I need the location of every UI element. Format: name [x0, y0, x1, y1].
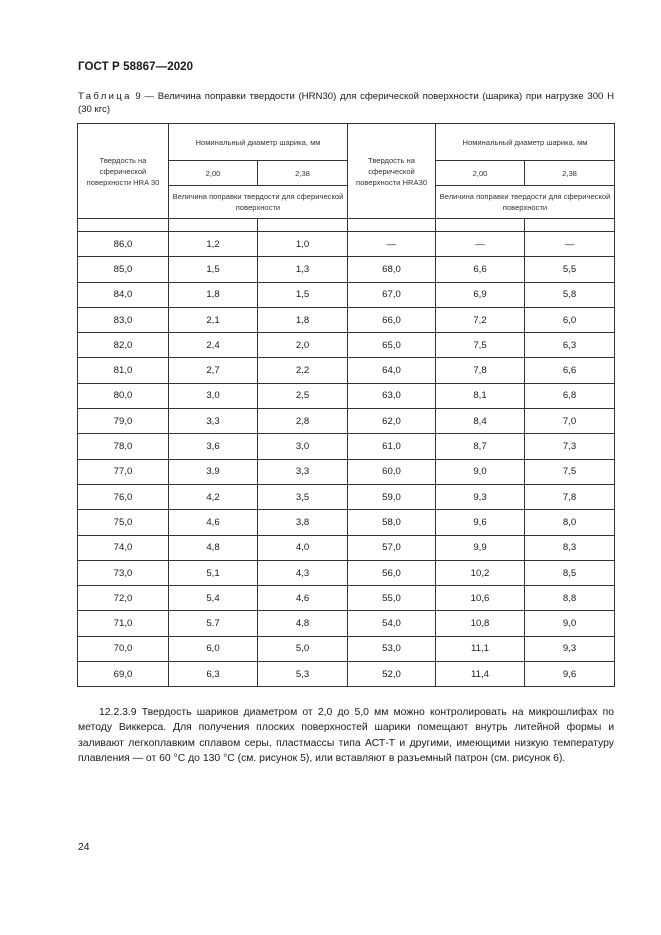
page-number: 24 [78, 842, 90, 853]
cell-correction-2-00-left: 3,0 [169, 383, 258, 408]
cell-correction-2-38-right: 8,3 [525, 535, 615, 560]
cell-correction-2-00-left: 3,6 [169, 434, 258, 459]
cell-correction-2-38-right: 5,8 [525, 282, 615, 307]
cell-correction-2-38-right: 9,3 [525, 636, 615, 661]
header-nominal-diameter-right: Номинальный диаметр шарика, мм [436, 124, 615, 161]
cell-hardness-left: 75,0 [78, 510, 169, 535]
cell-correction-2-38-left: 1,0 [258, 232, 348, 257]
cell-correction-2-38-left: 1,3 [258, 257, 348, 282]
hardness-correction-table [77, 123, 615, 687]
cell-correction-2-38-right: 8,0 [525, 510, 615, 535]
table-row [78, 560, 615, 585]
cell-correction-2-00-right: 10,6 [436, 586, 525, 611]
cell-correction-2-00-right: 8,4 [436, 409, 525, 434]
cell-correction-2-38-left: 4,0 [258, 535, 348, 560]
cell-correction-2-00-right: — [436, 232, 525, 257]
header-correction-left: Величина поправки твердости для сферической поверхности [169, 186, 348, 219]
cell-correction-2-38-left: 5,0 [258, 636, 348, 661]
cell-correction-2-38-left: 3,0 [258, 434, 348, 459]
table-row [78, 662, 615, 687]
gap-cell [78, 219, 169, 232]
table-row [78, 282, 615, 307]
table-row [78, 333, 615, 358]
cell-hardness-left: 83,0 [78, 307, 169, 332]
cell-correction-2-00-right: 6,9 [436, 282, 525, 307]
cell-correction-2-38-right: 7,5 [525, 459, 615, 484]
cell-correction-2-00-left: 3,3 [169, 409, 258, 434]
header-hardness-right: Твердость на сферической поверхности HRA30 [348, 124, 436, 219]
cell-correction-2-00-left: 3,9 [169, 459, 258, 484]
cell-hardness-left: 77,0 [78, 459, 169, 484]
header-diameter-right-1: 2,00 [436, 161, 525, 186]
cell-hardness-left: 71,0 [78, 611, 169, 636]
gap-cell [169, 219, 258, 232]
table-row [78, 586, 615, 611]
cell-correction-2-00-right: 7,2 [436, 307, 525, 332]
cell-correction-2-00-left: 5,4 [169, 586, 258, 611]
cell-hardness-right: 56,0 [348, 560, 436, 585]
cell-hardness-right: — [348, 232, 436, 257]
cell-hardness-left: 72,0 [78, 586, 169, 611]
cell-hardness-left: 82,0 [78, 333, 169, 358]
cell-hardness-left: 73,0 [78, 560, 169, 585]
cell-correction-2-38-left: 3,8 [258, 510, 348, 535]
cell-hardness-left: 78,0 [78, 434, 169, 459]
cell-correction-2-00-right: 7,5 [436, 333, 525, 358]
cell-hardness-left: 84,0 [78, 282, 169, 307]
table-gap-row [78, 219, 615, 232]
table-row [78, 358, 615, 383]
cell-hardness-right: 57,0 [348, 535, 436, 560]
table-caption-title: 9 — Величина поправки твердости (HRN30) для сферической поверхности (шарика) при нагрузке 300 Н (30 кгс) [78, 91, 614, 115]
cell-correction-2-00-right: 6,6 [436, 257, 525, 282]
table-row [78, 257, 615, 282]
cell-hardness-right: 61,0 [348, 434, 436, 459]
cell-hardness-right: 55,0 [348, 586, 436, 611]
cell-correction-2-00-left: 5,1 [169, 560, 258, 585]
cell-correction-2-00-right: 10,2 [436, 560, 525, 585]
cell-correction-2-38-right: 6,0 [525, 307, 615, 332]
cell-correction-2-00-left: 1,8 [169, 282, 258, 307]
cell-hardness-right: 67,0 [348, 282, 436, 307]
paragraph-text: 12.2.3.9 Твердость шариков диаметром от 2,0 до 5,0 мм можно контролировать на микрошлифах по методу Виккерса. Для получения плоских поверхностей шарики помещают внутрь литейной формы и заливают легкоплавким сплавом серы, пластмассы типа АСТ-Т и другими, имеющими низкую температуру плавления — от 60 °С до 130 °С (см. рисунок 5), или вставляют в разъемный патрон (см. рисунок 6). [78, 707, 614, 765]
cell-correction-2-38-left: 1,8 [258, 307, 348, 332]
cell-correction-2-38-left: 2,0 [258, 333, 348, 358]
cell-correction-2-38-left: 2,2 [258, 358, 348, 383]
table-row [78, 535, 615, 560]
cell-hardness-right: 66,0 [348, 307, 436, 332]
gap-cell [436, 219, 525, 232]
cell-correction-2-38-left: 4,3 [258, 560, 348, 585]
cell-correction-2-00-right: 11,1 [436, 636, 525, 661]
table-body [78, 219, 615, 687]
cell-correction-2-38-left: 1,5 [258, 282, 348, 307]
table-row [78, 434, 615, 459]
cell-hardness-right: 68,0 [348, 257, 436, 282]
cell-hardness-right: 59,0 [348, 484, 436, 509]
cell-correction-2-38-right: 7,8 [525, 484, 615, 509]
cell-correction-2-38-right: 8,8 [525, 586, 615, 611]
cell-correction-2-38-right: 6,6 [525, 358, 615, 383]
cell-hardness-right: 60,0 [348, 459, 436, 484]
cell-correction-2-00-right: 8,1 [436, 383, 525, 408]
gap-cell [258, 219, 348, 232]
table-row [78, 409, 615, 434]
cell-hardness-left: 74,0 [78, 535, 169, 560]
cell-correction-2-00-right: 11,4 [436, 662, 525, 687]
cell-correction-2-00-left: 6,3 [169, 662, 258, 687]
cell-correction-2-38-left: 3,5 [258, 484, 348, 509]
table-row [78, 484, 615, 509]
cell-correction-2-00-right: 9,0 [436, 459, 525, 484]
cell-hardness-left: 76,0 [78, 484, 169, 509]
cell-hardness-left: 79,0 [78, 409, 169, 434]
cell-correction-2-00-left: 1,5 [169, 257, 258, 282]
cell-hardness-right: 54,0 [348, 611, 436, 636]
cell-correction-2-38-left: 2,8 [258, 409, 348, 434]
cell-hardness-right: 52,0 [348, 662, 436, 687]
cell-hardness-right: 65,0 [348, 333, 436, 358]
cell-correction-2-00-left: 4,2 [169, 484, 258, 509]
paragraph-12-2-3-9 [78, 705, 614, 767]
cell-correction-2-38-right: 6,3 [525, 333, 615, 358]
cell-correction-2-00-left: 2,4 [169, 333, 258, 358]
cell-correction-2-38-left: 3,3 [258, 459, 348, 484]
cell-correction-2-00-right: 10,8 [436, 611, 525, 636]
table-row [78, 510, 615, 535]
table-caption [78, 90, 614, 116]
gap-cell [525, 219, 615, 232]
header-nominal-diameter-left: Номинальный диаметр шарика, мм [169, 124, 348, 161]
cell-hardness-right: 64,0 [348, 358, 436, 383]
cell-correction-2-38-left: 5,3 [258, 662, 348, 687]
cell-correction-2-38-right: 9,0 [525, 611, 615, 636]
cell-hardness-left: 80,0 [78, 383, 169, 408]
cell-correction-2-38-right: 8,5 [525, 560, 615, 585]
cell-hardness-left: 81,0 [78, 358, 169, 383]
cell-hardness-right: 63,0 [348, 383, 436, 408]
cell-correction-2-00-left: 1,2 [169, 232, 258, 257]
table-row [78, 636, 615, 661]
header-hardness-left: Твердость на сферической поверхности HRA 30 [78, 124, 169, 219]
cell-hardness-left: 85,0 [78, 257, 169, 282]
cell-correction-2-00-left: 4,6 [169, 510, 258, 535]
cell-hardness-right: 58,0 [348, 510, 436, 535]
cell-correction-2-38-right: 7,3 [525, 434, 615, 459]
table-row [78, 383, 615, 408]
cell-hardness-left: 86,0 [78, 232, 169, 257]
header-correction-right: Величина поправки твердости для сферической поверхности [436, 186, 615, 219]
table-row [78, 459, 615, 484]
cell-correction-2-38-left: 4,8 [258, 611, 348, 636]
cell-hardness-right: 53,0 [348, 636, 436, 661]
cell-hardness-left: 69,0 [78, 662, 169, 687]
cell-correction-2-00-right: 9,6 [436, 510, 525, 535]
cell-correction-2-00-left: 2,7 [169, 358, 258, 383]
table-row [78, 307, 615, 332]
header-diameter-left-1: 2,00 [169, 161, 258, 186]
cell-correction-2-38-right: 5,5 [525, 257, 615, 282]
cell-correction-2-38-right: 9,6 [525, 662, 615, 687]
cell-correction-2-00-left: 2,1 [169, 307, 258, 332]
cell-correction-2-00-left: 6,0 [169, 636, 258, 661]
gap-cell [348, 219, 436, 232]
cell-correction-2-38-left: 4,6 [258, 586, 348, 611]
header-diameter-left-2: 2,38 [258, 161, 348, 186]
cell-correction-2-38-left: 2,5 [258, 383, 348, 408]
cell-correction-2-00-right: 9,3 [436, 484, 525, 509]
table-caption-label: Таблица [78, 91, 132, 102]
cell-correction-2-38-right: 7,0 [525, 409, 615, 434]
table-row [78, 611, 615, 636]
cell-correction-2-00-right: 8,7 [436, 434, 525, 459]
cell-hardness-left: 70,0 [78, 636, 169, 661]
cell-correction-2-00-left: 4,8 [169, 535, 258, 560]
cell-correction-2-38-right: — [525, 232, 615, 257]
cell-correction-2-38-right: 6,8 [525, 383, 615, 408]
standard-id: ГОСТ Р 58867—2020 [78, 61, 194, 73]
cell-correction-2-00-left: 5.7 [169, 611, 258, 636]
table-row [78, 232, 615, 257]
header-diameter-right-2: 2,38 [525, 161, 615, 186]
cell-correction-2-00-right: 7,8 [436, 358, 525, 383]
cell-correction-2-00-right: 9,9 [436, 535, 525, 560]
cell-hardness-right: 62,0 [348, 409, 436, 434]
